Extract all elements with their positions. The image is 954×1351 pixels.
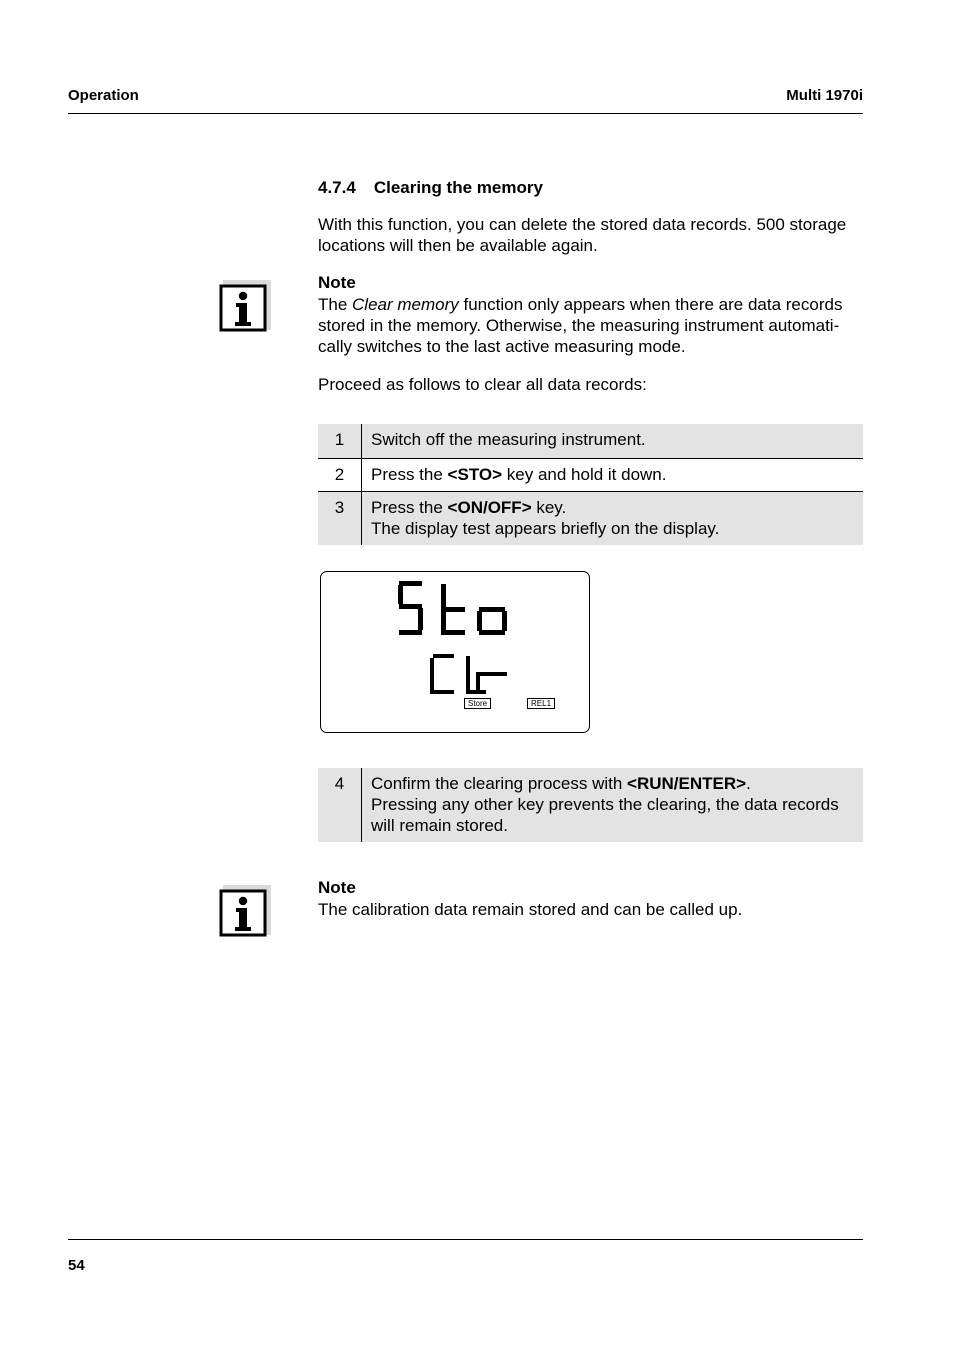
step-text-line: will remain stored. [371,816,508,835]
step-number: 4 [318,768,362,842]
lcd-line-sto [398,581,507,635]
note-text: function only appears when there are data records [458,295,843,314]
note-line [318,294,842,315]
key-name: <STO> [447,464,503,484]
steps-table-continued [318,768,863,842]
proceed-text: Proceed as follows to clear all data records: [318,375,647,394]
info-icon [219,885,271,937]
key-name: <RUN/ENTER> [627,774,747,793]
lcd-display [320,571,590,733]
section-title: Clearing the memory [373,178,543,197]
key-name: <ON/OFF> [447,497,532,517]
intro-paragraph [318,214,846,256]
step-text: Press the <STO> key and hold it down. [371,464,667,484]
step-number: 3 [318,491,362,545]
step-number: 2 [318,458,362,491]
note-text: The calibration data remain stored and can be called up. [318,900,743,919]
step-text-line: The display test appears briefly on the display. [371,518,720,538]
step-text: Switch off the measuring instrument. [362,424,864,458]
step-text: Press the <ON/OFF> key. The display test appears briefly on the display. [362,491,864,545]
step-text: Confirm the clearing process with <RUN/ENTER>. Pressing any other key prevents the clearing, the data records will remain stored. [362,768,864,842]
section-heading [318,178,543,198]
step-row [318,458,863,491]
step-row [318,491,863,545]
header-product-name: Multi 1970i [786,87,863,104]
steps-table [318,424,863,545]
note-label: Note [318,878,356,897]
step-text-line: Pressing any other key prevents the clearing, the data records [371,795,839,814]
rel1-indicator: REL1 [527,698,555,709]
note-line: stored in the memory. Otherwise, the measuring instrument automati- [318,316,840,335]
note-text: The [318,295,353,314]
intro-line: With this function, you can delete the stored data records. 500 storage [318,215,847,234]
footer-rule [68,1239,863,1240]
step-number: 1 [318,424,362,458]
header-section-title: Operation [68,87,139,104]
note-paragraph [318,294,842,357]
info-icon [219,280,271,332]
section-number: 4.7.4 [318,178,356,197]
step-row [318,768,863,842]
note-line: cally switches to the last active measuring mode. [318,337,686,356]
intro-line: locations will then be available again. [318,236,598,255]
page-number: 54 [68,1257,85,1274]
function-name: Clear memory [352,295,459,314]
header-rule [68,113,863,114]
step-row [318,424,863,458]
lcd-line-clr [430,654,507,694]
note-label: Note [318,273,356,292]
store-indicator: Store [464,698,491,709]
